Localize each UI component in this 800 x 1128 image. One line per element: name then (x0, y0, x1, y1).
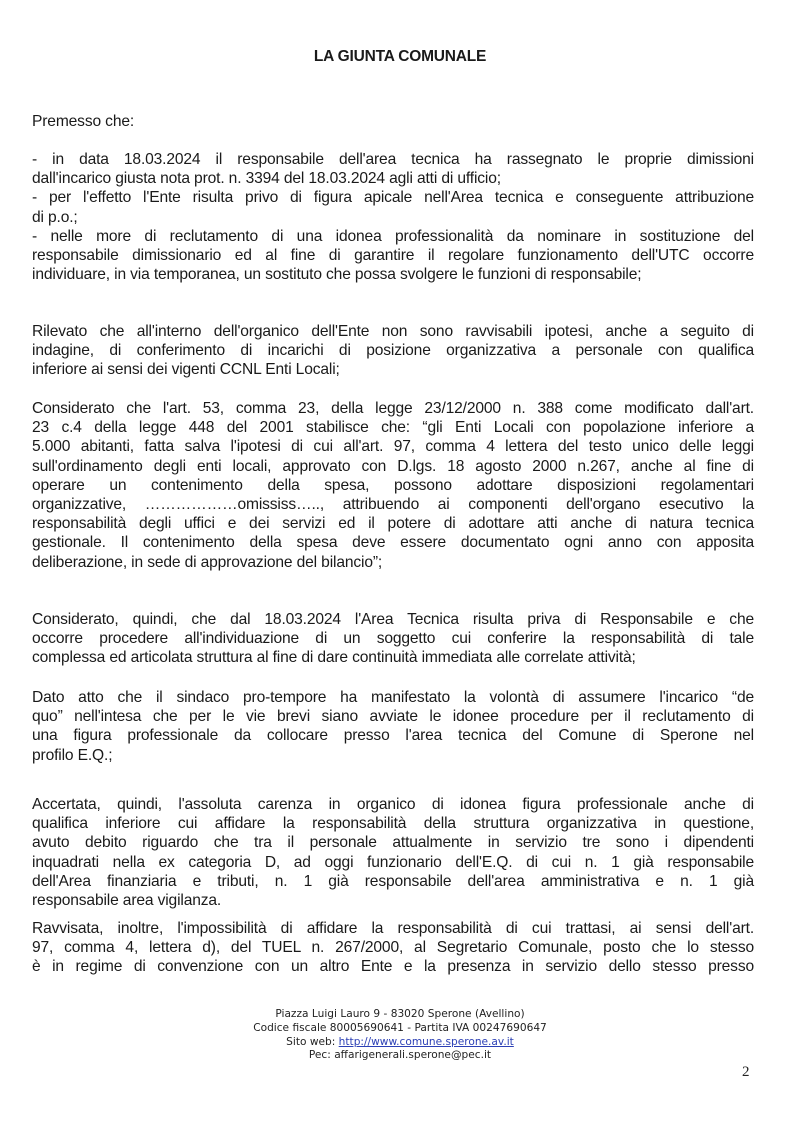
text-line: individuare, in via temporanea, un sostituto che possa svolgere le funzioni di responsabile; (32, 266, 642, 284)
text-line: sull'ordinamento degli enti locali, approvato con D.lgs. 18 agosto 2000 n.267, anche al fine di (32, 457, 754, 475)
footer-website (0, 1036, 800, 1050)
text-line: 97, comma 4, lettera d), del TUEL n. 267/2000, al Segretario Comunale, posto che lo stesso (32, 939, 754, 957)
paragraph-considerato (32, 399, 754, 572)
letterhead-footer (0, 1008, 800, 1063)
text-line: inquadrati nella ex categoria D, ad oggi funzionario dell'E.Q. di cui n. 1 già responsabile (32, 853, 754, 871)
text-line: 5.000 abitanti, fatta salva l'ipotesi di cui all'art. 97, comma 4 lettera del testo unico delle leggi (32, 438, 754, 456)
text-line: - in data 18.03.2024 il responsabile dell'area tecnica ha rassegnato le proprie dimissioni (32, 151, 754, 168)
text-line: qualifica inferiore cui affidare la responsabilità della struttura organizzativa in questione, (32, 815, 754, 833)
page-number: 2 (742, 1064, 750, 1080)
text-line: responsabile area vigilanza. (32, 891, 222, 909)
premise-item (32, 150, 754, 188)
footer-address: Piazza Luigi Lauro 9 - 83020 Sperone (Avellino) (275, 1008, 525, 1020)
footer-fiscal-codes: Codice fiscale 80005690641 - Partita IVA 00247690647 (253, 1021, 547, 1034)
paragraph-accertata (32, 795, 754, 910)
paragraph-dato-atto (32, 688, 754, 765)
text-line: dall'incarico giusta nota prot. n. 3394 del 18.03.2024 agli atti di ufficio; (32, 170, 501, 188)
text-line: deliberazione, in sede di approvazione del bilancio”; (32, 553, 383, 571)
intro-text (32, 112, 754, 131)
paragraph-considerato-quindi (32, 610, 754, 668)
text-line: è in regime di convenzione con un altro Ente e la presenza in servizio dello stesso presso (32, 958, 754, 976)
text-line: organizzative, ………………omississ….., attribuendo ai componenti dell'organo esecutivo la (32, 495, 754, 513)
text-line: di p.o.; (32, 208, 78, 226)
premises-list (32, 150, 754, 284)
text-line: - per l'effetto l'Ente risulta privo di figura apicale nell'Area tecnica e conseguente attribuzione (32, 189, 754, 207)
text-line: occorre procedere all'individuazione di un soggetto cui conferire la responsabilità di tale (32, 630, 754, 648)
premise-item (32, 188, 754, 226)
text-line: responsabilità degli uffici e dei servizi ed il potere di adottare atti anche di natura tecnica (32, 515, 754, 533)
footer-pec: Pec: affarigenerali.sperone@pec.it (308, 1049, 492, 1062)
text-line: quo” nell'intesa che per le vie brevi siano avviate le idonee procedure per il reclutamento di (32, 708, 754, 726)
text-line: gestionale. Il contenimento della spesa deve essere documentato ogni anno con apposita (32, 534, 754, 552)
paragraph-ravvisata (32, 919, 754, 977)
text-line: Considerato, quindi, che dal 18.03.2024 l'Area Tecnica risulta priva di Responsabile e che (32, 611, 754, 628)
text-line: Rilevato che all'interno dell'organico dell'Ente non sono ravvisabili ipotesi, anche a seguito di (32, 323, 754, 340)
page-title: LA GIUNTA COMUNALE (313, 48, 487, 65)
website-link[interactable]: http://www.comune.sperone.av.it (338, 1035, 514, 1048)
intro-line: Premesso che: (32, 113, 135, 130)
text-line: avuto debito riguardo che tra il personale attualmente in servizio tre sono i dipendenti (32, 834, 754, 852)
text-line: inferiore ai sensi dei vigenti CCNL Enti Locali; (32, 361, 340, 379)
paragraph-rilevato (32, 322, 754, 380)
text-line: - nelle more di reclutamento di una idonea professionalità da nominare in sostituzione del (32, 227, 754, 245)
text-line: responsabile dimissionario ed al fine di garantire il regolare funzionamento dell'UTC occorre (32, 246, 754, 264)
text-line: Considerato che l'art. 53, comma 23, della legge 23/12/2000 n. 388 come modificato dall'art. (32, 400, 754, 417)
text-line: indagine, di conferimento di incarichi di posizione organizzativa a personale con qualifica (32, 342, 754, 360)
text-line: una figura professionale da collocare presso l'area tecnica del Comune di Sperone nel (32, 727, 754, 745)
text-line: 23 c.4 della legge 448 del 2001 stabilisce che: “gli Enti Locali con popolazione inferiore a (32, 419, 754, 437)
text-line: dell'Area finanziaria e tributi, n. 1 già responsabile dell'area amministrativa e n. 1 già (32, 872, 754, 890)
premise-item (32, 227, 754, 285)
text-line: Accertata, quindi, l'assoluta carenza in organico di idonea figura professionale anche di (32, 796, 754, 813)
text-line: Dato atto che il sindaco pro-tempore ha manifestato la volontà di assumere l'incarico “de (32, 689, 754, 706)
text-line: Ravvisata, inoltre, l'impossibilità di affidare la responsabilità di cui trattasi, ai sensi dell'art. (32, 920, 754, 937)
footer-website-label: Sito web: (286, 1035, 339, 1048)
text-line: complessa ed articolata struttura al fine di dare continuità immediata alle correlate attività; (32, 649, 636, 667)
text-line: operare un contenimento della spesa, possono adottare disposizioni regolamentari (32, 476, 754, 494)
text-line: profilo E.Q.; (32, 746, 113, 764)
